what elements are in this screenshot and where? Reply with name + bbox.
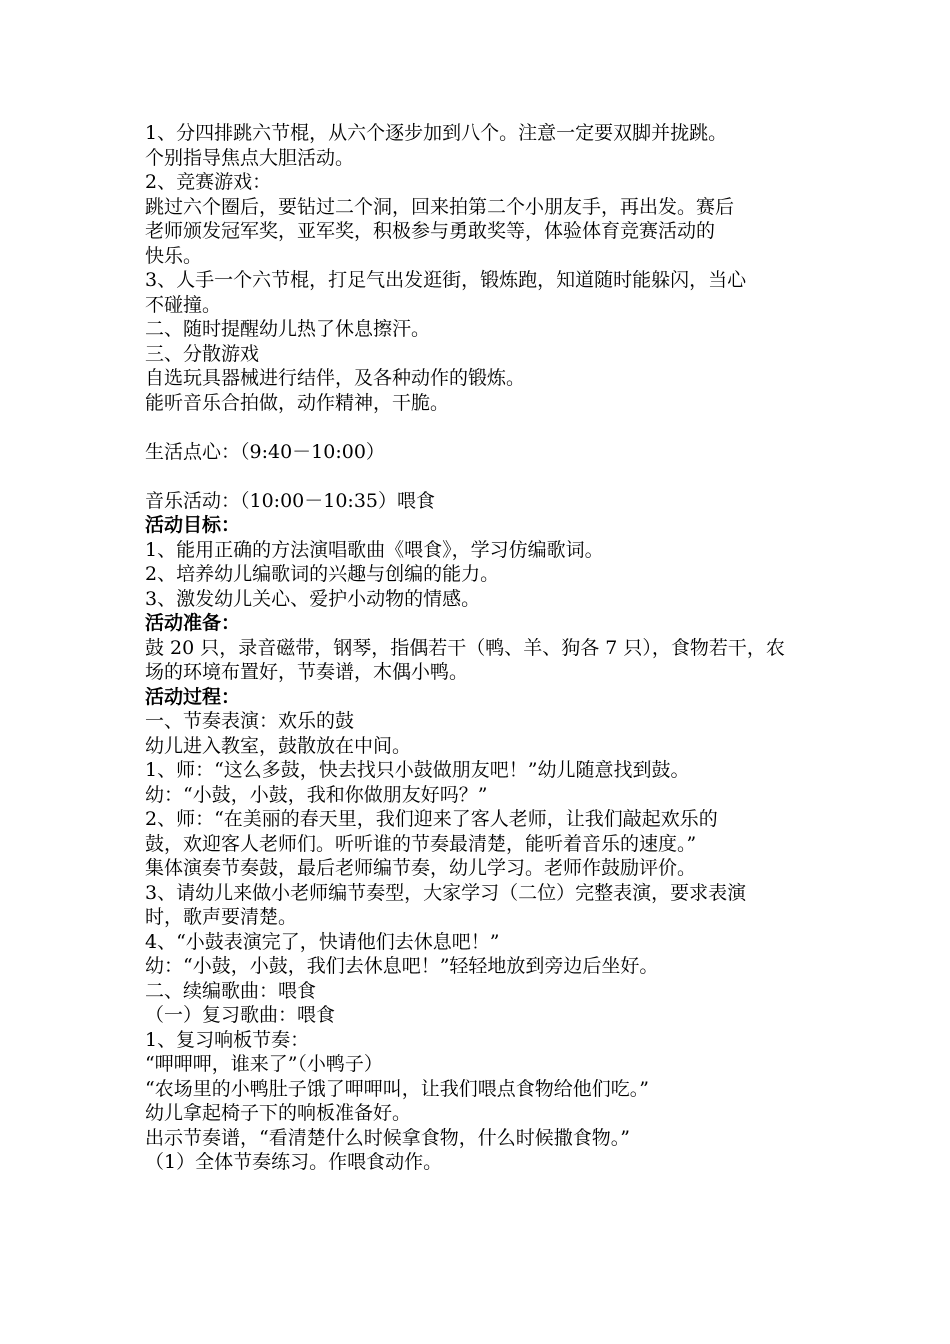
text-line: 1、复习响板节奏： [145, 1028, 310, 1051]
text-line: 2、竞赛游戏： [145, 171, 272, 193]
text-line: 鼓，欢迎客人老师们。听听谁的节奏最清楚，能听着音乐的速度。” [145, 832, 697, 855]
text-line: 老师颁发冠军奖，亚军奖，积极参与勇敢奖等，体验体育竞赛活动的 [145, 220, 716, 242]
text-line: （一）复习歌曲：喂食 [145, 1004, 336, 1026]
text-line: 3、激发幼儿关心、爱护小动物的情感。 [145, 587, 481, 610]
text-line: 出示节奏谱，“看清楚什么时候拿食物，什么时候撒食物。” [145, 1126, 630, 1149]
text-line: 场的环境布置好，节奏谱，木偶小鸭。 [145, 661, 469, 683]
text-line: 2、培养幼儿编歌词的兴趣与创编的能力。 [145, 563, 500, 585]
blank-line [145, 415, 810, 440]
section-heading-goals: 活动目标： [145, 514, 241, 536]
text-line: 鼓 20 只，录音磁带，钢琴，指偶若干（鸭、羊、狗各 7 只），食物若干，农 [145, 636, 785, 659]
text-line: 1、分四排跳六节棍，从六个逐步加到八个。注意一定要双脚并拢跳。 [145, 122, 728, 144]
text-line: 3、请幼儿来做小老师编节奏型，大家学习（二位）完整表演，要求表演 [145, 881, 747, 904]
text-line: 二、随时提醒幼儿热了休息擦汗。 [145, 318, 431, 340]
text-line: 时，歌声要清楚。 [145, 906, 298, 928]
text-line: 不碰撞。 [145, 293, 222, 316]
section-heading-process: 活动过程： [145, 685, 241, 708]
text-line: 4、“小鼓表演完了，快请他们去休息吧！” [145, 930, 500, 953]
text-line: 个别指导焦点大胆活动。 [145, 146, 355, 169]
document-body [145, 121, 810, 1175]
text-line: 自选玩具器械进行结伴，及各种动作的锻炼。 [145, 367, 526, 389]
text-line: 1、能用正确的方法演唱歌曲《喂食》，学习仿编歌词。 [145, 538, 604, 561]
snack-time-heading: 生活点心：（9:40－10:00） [145, 440, 385, 463]
music-activity-heading: 音乐活动：（10:00－10:35）喂食 [145, 489, 436, 512]
text-line: 幼：“小鼓，小鼓，我们去休息吧！”轻轻地放到旁边后坐好。 [145, 955, 659, 977]
section-heading-preparation: 活动准备： [145, 612, 241, 634]
text-line: 三、分散游戏 [145, 342, 260, 365]
blank-line [145, 464, 810, 489]
text-line: 二、续编歌曲：喂食 [145, 979, 317, 1002]
text-line: （1）全体节奏练习。作喂食动作。 [145, 1151, 443, 1173]
text-line: “呷呷呷，谁来了”（小鸭子） [145, 1053, 383, 1075]
text-line: 快乐。 [145, 244, 203, 267]
text-line: 集体演奏节奏鼓，最后老师编节奏，幼儿学习。老师作鼓励评价。 [145, 857, 697, 879]
text-line: 2、师：“在美丽的春天里，我们迎来了客人老师，让我们敲起欢乐的 [145, 808, 718, 830]
text-line: 幼儿进入教室，鼓散放在中间。 [145, 734, 412, 757]
text-line: 3、人手一个六节棍，打足气出发逛街，锻炼跑，知道随时能躲闪，当心 [145, 269, 747, 291]
text-line: 跳过六个圈后，要钻过二个洞，回来拍第二个小朋友手，再出发。赛后 [145, 195, 735, 218]
text-line: 幼：“小鼓，小鼓，我和你做朋友好吗？” [145, 783, 488, 806]
text-line: 能听音乐合拍做，动作精神，干脆。 [145, 391, 450, 414]
text-line: 幼儿拿起椅子下的响板准备好。 [145, 1102, 412, 1124]
text-line: “农场里的小鸭肚子饿了呷呷叫，让我们喂点食物给他们吃。” [145, 1077, 649, 1100]
text-line: 一、节奏表演：欢乐的鼓 [145, 710, 355, 732]
text-line: 1、师：“这么多鼓，快去找只小鼓做朋友吧！”幼儿随意找到鼓。 [145, 759, 690, 781]
